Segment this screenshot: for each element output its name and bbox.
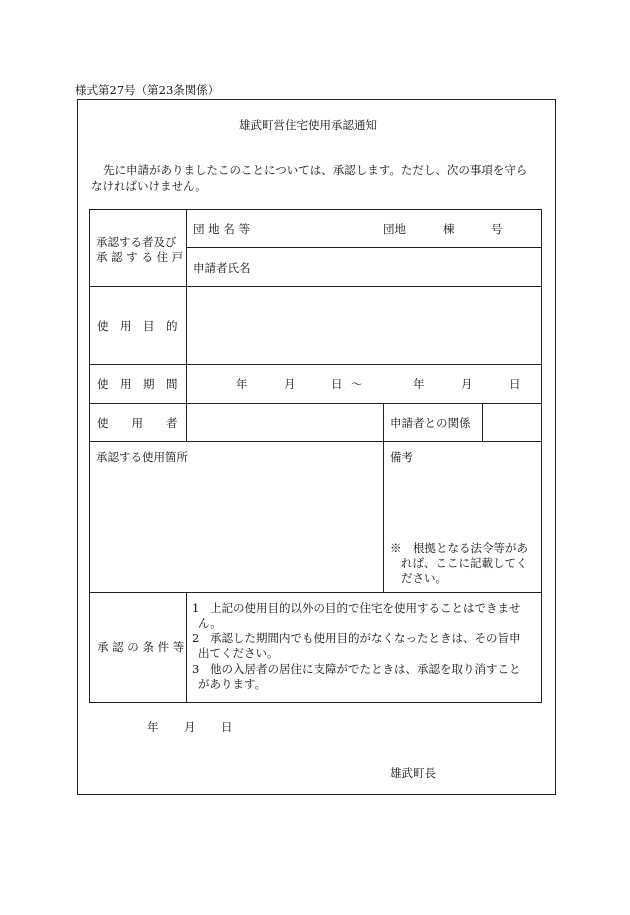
remarks-note-line-1: ※ 根拠となる法令等があ <box>390 541 528 555</box>
user-label: 使 用 者 <box>97 416 178 430</box>
date-year: 年 <box>147 720 159 734</box>
period-day-start: 日 <box>331 377 343 391</box>
condition-text-cont: 出てください。 <box>198 645 279 660</box>
table-vline <box>186 209 187 404</box>
table-vline <box>186 403 187 442</box>
period-day-end: 日 <box>509 377 521 391</box>
condition-text: 上記の使用目的以外の目的で住宅を使用することはできませ <box>210 601 521 615</box>
complex-label: 団地 <box>383 222 406 236</box>
remarks-note-line-2: れば、ここに記載してく <box>401 556 528 570</box>
place-label: 承認する使用箇所 <box>96 450 188 464</box>
complex-name-label: 団 地 名 等 <box>193 222 250 236</box>
condition-text-cont: があります。 <box>198 676 267 691</box>
condition-item-3 <box>192 662 521 691</box>
period-month-start: 月 <box>284 377 296 391</box>
date-day: 日 <box>221 720 233 734</box>
form-number: 様式第27号（第23条関係） <box>75 83 220 97</box>
table-hline <box>89 364 542 365</box>
period-year-start: 年 <box>236 377 248 391</box>
table-hline <box>89 441 542 442</box>
remarks-note-line-3: ださい。 <box>401 571 447 585</box>
period-year-end: 年 <box>413 377 425 391</box>
document-title: 雄武町営住宅使用承認通知 <box>239 118 377 132</box>
period-label: 使 用 期 間 <box>97 377 178 391</box>
table-vline <box>186 592 187 703</box>
condition-text: 他の入居者の居住に支障がでたときは、承認を取り消すこと <box>210 662 521 676</box>
table-vline <box>383 403 384 593</box>
unit-label: 号 <box>491 222 503 236</box>
condition-number: 1 <box>192 601 200 615</box>
relation-label: 申請者との関係 <box>390 416 471 430</box>
approved-unit-label: 承 認 す る 住 戸 <box>96 250 184 264</box>
table-vline <box>482 403 483 442</box>
applicant-name-label: 申請者氏名 <box>193 261 251 275</box>
table-hline <box>89 403 542 404</box>
condition-text-cont: ん。 <box>198 615 222 630</box>
condition-number: 3 <box>192 662 200 676</box>
period-month-end: 月 <box>461 377 473 391</box>
date-month: 月 <box>184 720 196 734</box>
intro-line-2: なければいけません。 <box>91 179 207 193</box>
table-hline <box>89 592 542 593</box>
condition-item-2 <box>192 631 521 660</box>
period-separator: ～ <box>351 377 363 391</box>
intro-line-1: 先に申請がありましたこのことについては、承認します。ただし、次の事項を守ら <box>103 163 528 177</box>
condition-text: 承認した期間内でも使用目的がなくなったときは、その旨申 <box>210 631 521 645</box>
condition-number: 2 <box>192 631 200 645</box>
table-hline <box>186 247 542 248</box>
conditions-label: 承 認 の 条 件 等 <box>97 640 185 654</box>
purpose-label: 使 用 目 的 <box>97 319 178 333</box>
issuer-name: 雄武町長 <box>390 766 436 780</box>
approved-person-label: 承認する者及び <box>96 235 177 249</box>
table-hline <box>89 286 542 287</box>
condition-item-1 <box>192 601 521 630</box>
building-label: 棟 <box>443 222 455 236</box>
remarks-label: 備考 <box>390 450 413 464</box>
